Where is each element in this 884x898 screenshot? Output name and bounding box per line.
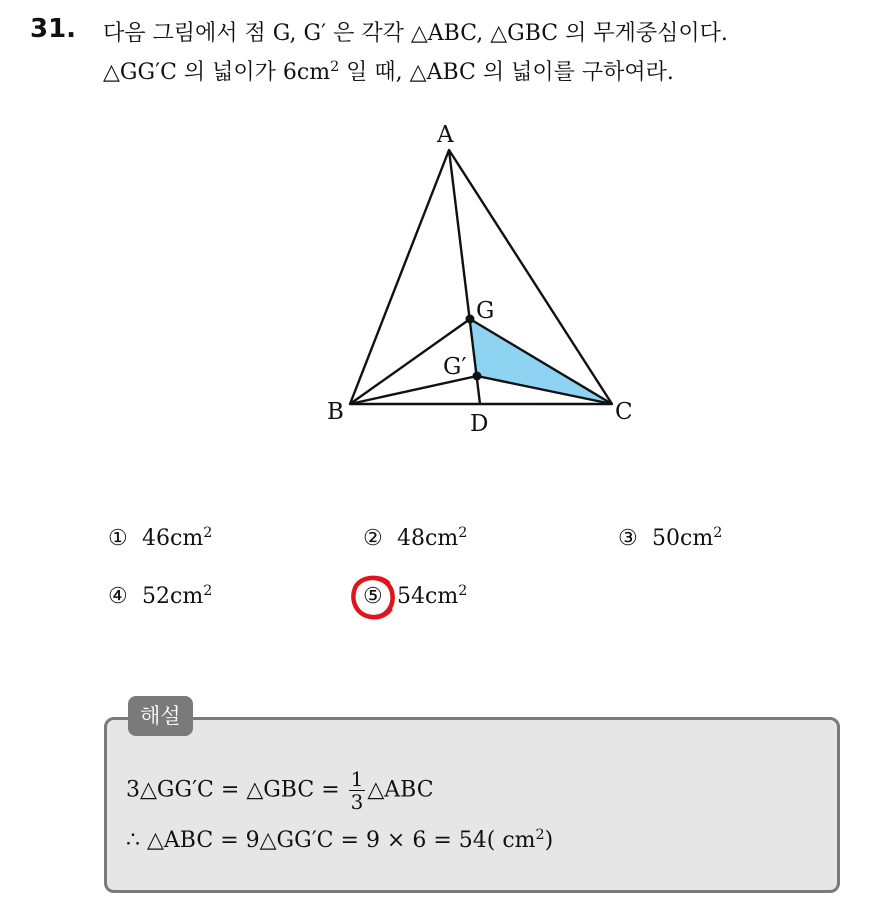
choice-2[interactable] [363, 526, 467, 551]
choice-1-mark: ① [108, 526, 128, 551]
point-Gp [473, 372, 482, 381]
choice-1[interactable] [108, 526, 212, 551]
point-G [466, 315, 475, 324]
question-text-line1: 다음 그림에서 점 G, G′ 은 각각 △ABC, △GBC 의 무게중심이다. [103, 21, 728, 46]
choice-3[interactable] [618, 526, 722, 551]
choice-1-exponent: 2 [203, 525, 213, 542]
solution-line-1-left: 3△GG′C = △GBC = [126, 777, 347, 803]
question-number: 31. [30, 14, 77, 44]
choice-2-exponent: 2 [458, 525, 468, 542]
choice-2-value: 48cm [397, 526, 459, 551]
solution-line-2-main: ∴ △ABC = 9△GG′C = 9 × 6 = 54( cm [126, 828, 536, 853]
choice-2-mark: ② [363, 526, 383, 551]
choice-5-value: 54cm [397, 584, 459, 609]
choice-4-mark: ④ [108, 584, 128, 609]
unit-exponent: 2 [330, 59, 340, 76]
choice-5-mark: ⑤ [363, 584, 383, 609]
solution-line-2-end: ) [544, 828, 554, 853]
fraction-denominator: 3 [350, 790, 364, 814]
choice-4-exponent: 2 [203, 583, 213, 600]
fraction-numerator: 1 [350, 767, 364, 791]
answer-circle-mark [348, 572, 400, 624]
fraction-one-third [349, 768, 366, 813]
solution-line-2-exponent: 2 [535, 827, 545, 844]
question-text-line2-end: 일 때, △ABC 의 넓이를 구하여라. [339, 60, 674, 85]
label-D: D [470, 411, 489, 437]
choice-1-value: 46cm [142, 526, 204, 551]
label-Gp: G′ [443, 354, 467, 380]
choice-3-exponent: 2 [713, 525, 723, 542]
choice-4-value: 52cm [142, 584, 204, 609]
label-A: A [437, 122, 454, 148]
choice-4[interactable] [108, 584, 212, 609]
label-B: B [327, 399, 344, 425]
solution-line-2 [126, 828, 553, 853]
choice-3-value: 50cm [652, 526, 714, 551]
label-G: G [476, 298, 495, 324]
choice-5-exponent: 2 [458, 583, 468, 600]
question-text-line2-start: △GG′C 의 넓이가 6cm [103, 60, 331, 85]
solution-line-1-right: △ABC [367, 777, 434, 803]
label-C: C [615, 399, 633, 425]
choice-3-mark: ③ [618, 526, 638, 551]
solution-line-1 [126, 768, 434, 813]
solution-tag: 해설 [128, 696, 193, 736]
